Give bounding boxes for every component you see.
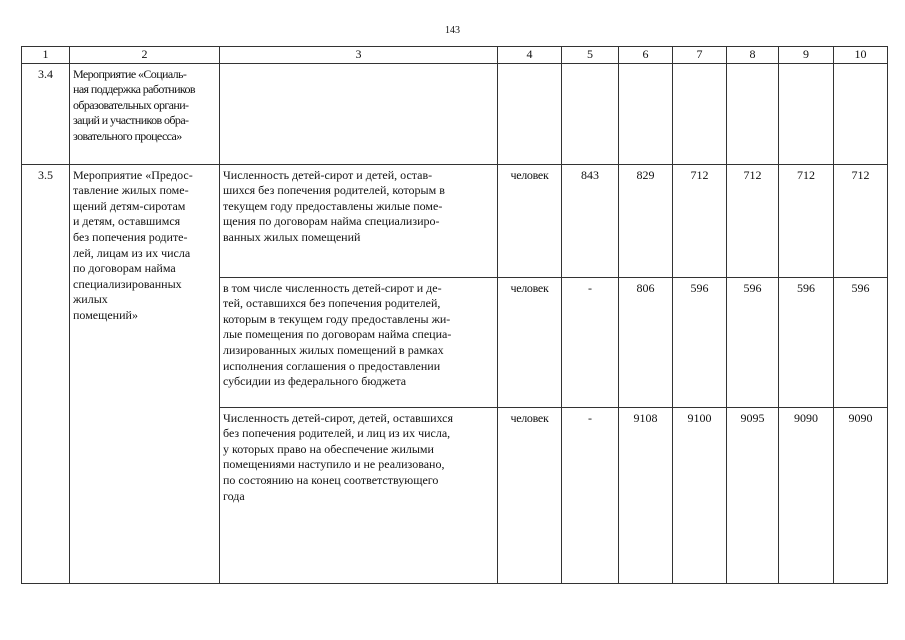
value-cell: 9100 [673, 407, 727, 583]
header-cell: 2 [70, 47, 220, 64]
row-number: 3.4 [22, 63, 70, 164]
unit-cell: человек [498, 277, 562, 407]
header-cell: 8 [727, 47, 779, 64]
header-cell: 4 [498, 47, 562, 64]
indicator-name: Численность детей-сирот, детей, оставшихся без попечения родителей, и лиц из их числа, у которых право на обеспечение жилыми помещениями наступило и не реализовано, по состоянию на конец соответствующего года [220, 407, 498, 583]
page-number: 143 [445, 25, 460, 36]
indicator-name: Численность детей-сирот и детей, остав- шихся без попечения родителей, которым в текущем году предоставлены жилые поме- щения по договорам найма специализиро- ванных жилых помещений [220, 164, 498, 277]
indicator-name: в том числе численность детей-сирот и де- тей, оставшихся без попечения родителей, которым в текущем году предоставлены жи- лые помещения по договорам найма специа- лизированных жилых помещений в рамках исполнения соглашения о предоставлении субсидии из федерального бюджета [220, 277, 498, 407]
empty-cell [727, 63, 779, 164]
value-cell: 596 [834, 277, 888, 407]
empty-cell [779, 63, 834, 164]
value-cell: 843 [562, 164, 619, 277]
value-cell: - [562, 407, 619, 583]
header-cell: 5 [562, 47, 619, 64]
value-cell: 806 [619, 277, 673, 407]
event-name: Мероприятие «Социаль- ная поддержка работников образовательных органи- заций и участников обра- зовательного процесса» [70, 63, 220, 164]
empty-cell [498, 63, 562, 164]
header-cell: 7 [673, 47, 727, 64]
header-cell: 3 [220, 47, 498, 64]
value-cell: 9095 [727, 407, 779, 583]
header-cell: 10 [834, 47, 888, 64]
value-cell: 9090 [779, 407, 834, 583]
event-name: Мероприятие «Предос- тавление жилых поме- щений детям-сиротам и детям, оставшимся без попечения родите- лей, лицам из их числа по договорам найма специализированных жилых помещений» [70, 164, 220, 583]
header-cell: 1 [22, 47, 70, 64]
value-cell: - [562, 277, 619, 407]
value-cell: 712 [834, 164, 888, 277]
empty-cell [619, 63, 673, 164]
header-cell: 9 [779, 47, 834, 64]
header-cell: 6 [619, 47, 673, 64]
value-cell: 596 [673, 277, 727, 407]
value-cell: 712 [673, 164, 727, 277]
row-number: 3.5 [22, 164, 70, 583]
header-row [22, 47, 888, 64]
value-cell: 829 [619, 164, 673, 277]
empty-cell [673, 63, 727, 164]
value-cell: 712 [779, 164, 834, 277]
indicators-table [21, 46, 888, 584]
empty-cell [220, 63, 498, 164]
empty-cell [562, 63, 619, 164]
value-cell: 596 [727, 277, 779, 407]
value-cell: 596 [779, 277, 834, 407]
value-cell: 9108 [619, 407, 673, 583]
value-cell: 712 [727, 164, 779, 277]
value-cell: 9090 [834, 407, 888, 583]
unit-cell: человек [498, 407, 562, 583]
table-row [22, 63, 888, 164]
empty-cell [834, 63, 888, 164]
unit-cell: человек [498, 164, 562, 277]
table-row [22, 164, 888, 277]
